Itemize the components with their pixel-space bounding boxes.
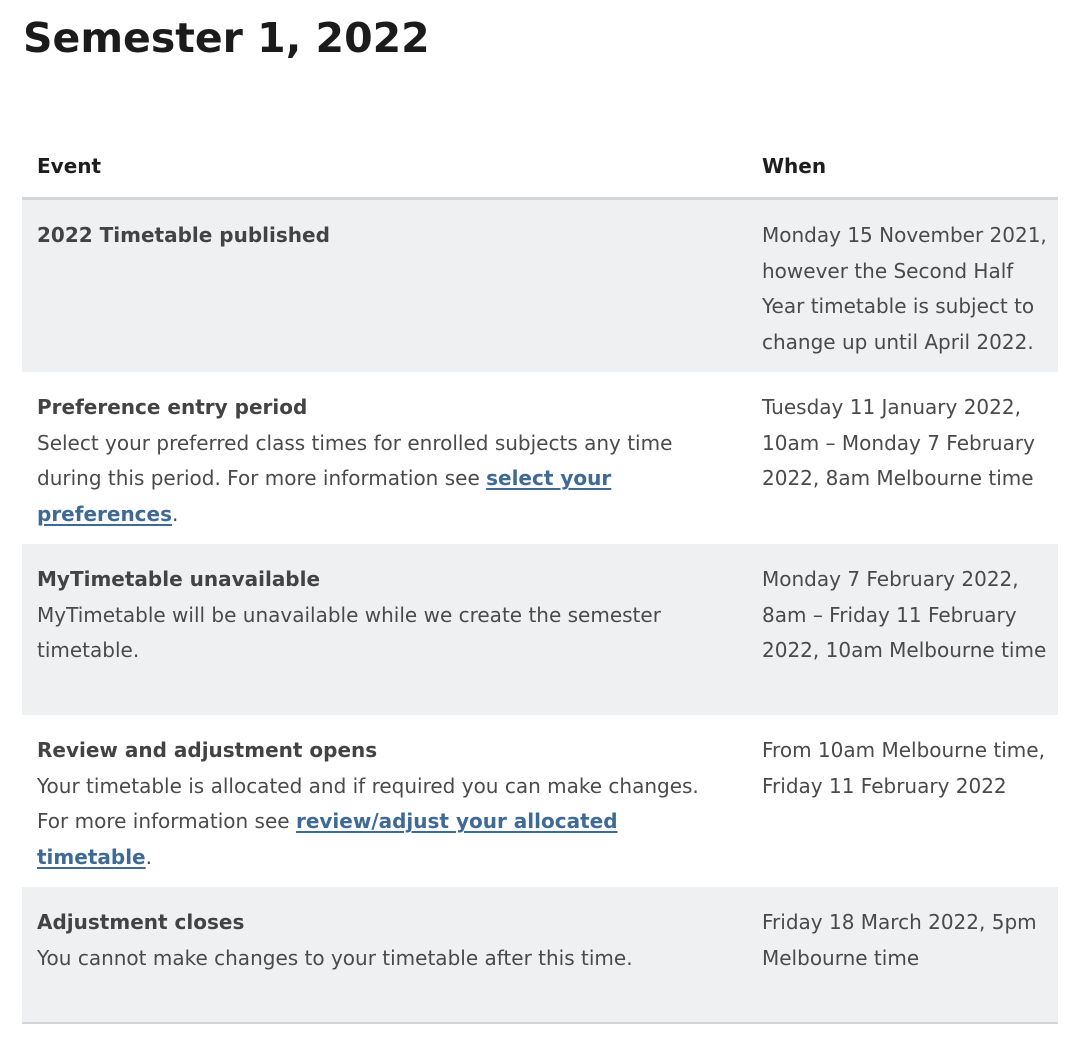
table-row [22, 715, 1058, 887]
event-description: MyTimetable will be unavailable while we create the semester timetable. [37, 602, 661, 663]
event-description-suffix: . [145, 845, 152, 870]
event-title: MyTimetable unavailable [37, 567, 321, 591]
when-cell [747, 562, 1058, 715]
table-row [22, 372, 1058, 544]
event-title: Review and adjustment opens [37, 738, 378, 762]
header-event: Event [37, 153, 102, 178]
event-title: Preference entry period [37, 395, 308, 419]
event-description-text: Your timetable is allocated and if required you can make changes. For more information see [37, 773, 699, 834]
page-title: Semester 1, 2022 [23, 14, 430, 62]
event-description: You cannot make changes to your timetable after this time. [37, 945, 633, 970]
when-text: Tuesday 11 January 2022, 10am – Monday 7 February 2022, 8am Melbourne time [762, 395, 1035, 491]
when-cell [747, 733, 1058, 887]
table-row [22, 200, 1058, 372]
event-cell [22, 562, 747, 715]
event-title: Adjustment closes [37, 910, 245, 934]
event-description-suffix: . [172, 502, 179, 527]
event-cell [22, 733, 747, 887]
when-cell [747, 390, 1058, 544]
timetable [22, 134, 1058, 1024]
table-header-row [22, 134, 1058, 200]
when-text: Monday 15 November 2021, however the Second Half Year timetable is subject to change up until April 2022. [762, 223, 1047, 355]
when-text: Monday 7 February 2022, 8am – Friday 11 February 2022, 10am Melbourne time [762, 567, 1047, 663]
select-preferences-link[interactable]: select your preferences [37, 466, 612, 527]
review-adjust-timetable-link[interactable]: review/adjust your allocated timetable [37, 809, 618, 870]
event-description-text: Select your preferred class times for enrolled subjects any time during this period. For more information see [37, 430, 673, 491]
when-text: Friday 18 March 2022, 5pm Melbourne time [762, 910, 1037, 970]
event-description [37, 426, 747, 533]
header-when: When [762, 153, 827, 178]
when-text: From 10am Melbourne time, Friday 11 February 2022 [762, 738, 1045, 798]
table-row [22, 544, 1058, 715]
event-cell [22, 390, 747, 544]
when-cell [747, 218, 1058, 372]
event-title: 2022 Timetable published [37, 223, 330, 247]
when-cell [747, 905, 1058, 1022]
table-row [22, 887, 1058, 1024]
event-description [37, 769, 747, 876]
event-cell [22, 218, 747, 372]
event-cell [22, 905, 747, 1022]
